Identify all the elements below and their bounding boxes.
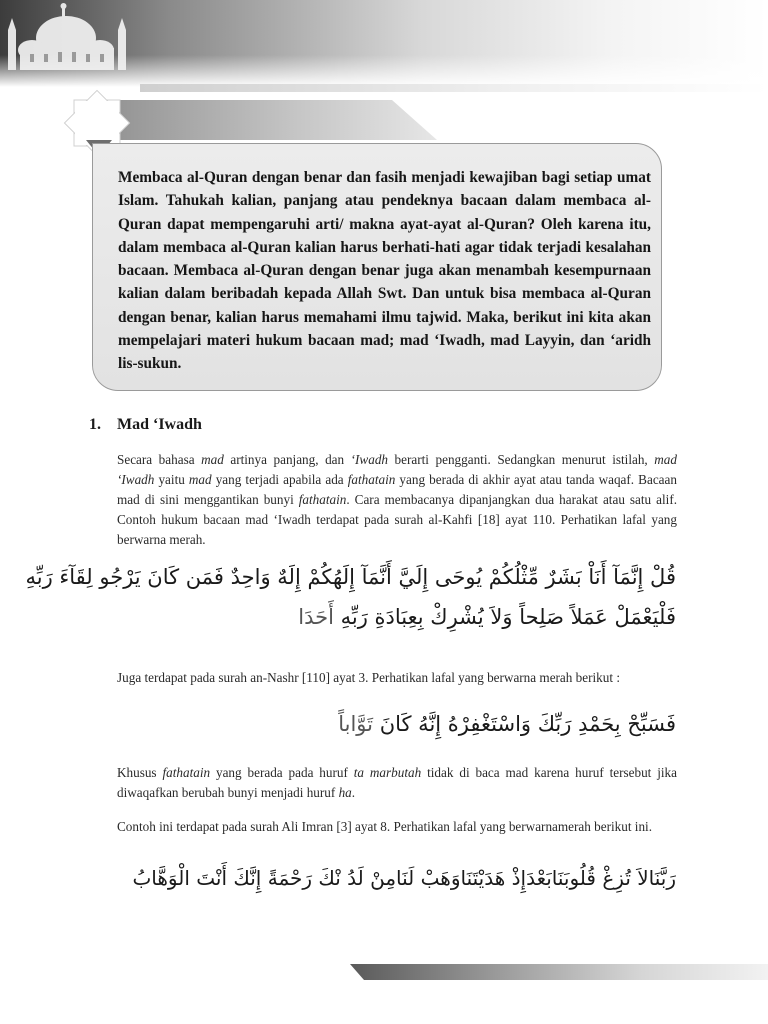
- text-run: berarti pengganti. Sedangkan menurut istilah,: [388, 452, 655, 467]
- tab-band: [92, 100, 437, 140]
- arabic-verse-an-nashr: [300, 712, 676, 736]
- arabic-verse-line-2: [110, 605, 676, 629]
- text-run: . Cara membacanya dipanjangkan dua harakat atau satu alif. Contoh hukum bacaan mad ‘Iwadh terdapat pada surah al-Kahfi [18] ayat 110. Perhatikan lafal yang berwarna merah.: [117, 492, 678, 547]
- text-run: Khusus: [117, 765, 163, 780]
- text-run: .: [351, 785, 356, 800]
- section-title: Mad ‘Iwadh: [117, 416, 202, 433]
- text-run: artinya panjang, dan: [223, 452, 351, 467]
- section-number: 1.: [89, 416, 101, 433]
- header-strip: [140, 84, 768, 92]
- text-run: yang berada pada huruf: [210, 765, 354, 780]
- paragraph-ta-marbutah: [117, 763, 677, 803]
- text-run: yang terjadi apabila ada: [211, 472, 348, 487]
- text-run: tidak di baca mad karena huruf tersebut jika diwaqafkan berubah bunyi menjadi huruf: [117, 765, 678, 800]
- italic-term: ‘Iwadh: [350, 452, 389, 467]
- italic-term: ta marbutah: [353, 765, 422, 780]
- italic-term: mad: [188, 472, 212, 487]
- arabic-verse-line-1: قُلْ إِنَّمَآ أَنَاْ بَشَرٌ مِّثْلُكُمْ يُوحَى إِلَيَّ أَنَّمَآ إِلَهُكُمْ إِلَهٌ وَاحِدٌ فَمَن كَانَ يَرْجُو لِقَآءَ رَبِّهِ: [25, 565, 676, 589]
- arabic-verse-ali-imran: رَبَّنَالاَ تُزِغْ قُلُوبَنَابَعْدَإِذْ هَدَيْتَنَاوَهَبْ لَنَامِنْ لَدُ نْكَ رَحْمَةً إِنَّكَ أَنْتَ الْوَهَّابُ: [132, 866, 676, 890]
- italic-term: fathatain: [162, 765, 211, 780]
- arabic-text: فَسَبِّحْ بِحَمْدِ رَبِّكَ وَاسْتَغْفِرْهُ إِنَّهُ كَانَ: [373, 712, 676, 736]
- paragraph-definition: [117, 450, 677, 550]
- arabic-text: فَلْيَعْمَلْ عَمَلاً صَلِحاً وَلاَ يُشْرِكْ بِعِبَادَةِ رَبِّهِ: [333, 605, 676, 629]
- italic-term: fathatain: [347, 472, 396, 487]
- italic-term: fathatain: [298, 492, 347, 507]
- mosque-silhouette-icon: [0, 0, 140, 88]
- text-run: Secara bahasa: [117, 452, 202, 467]
- text-run: yang berada di akhir ayat atau tanda waqaf. Bacaan mad di sini menggantikan bunyi: [117, 472, 677, 507]
- arabic-highlight: تَوَّاباً: [338, 712, 374, 736]
- paragraph-an-nashr: Juga terdapat pada surah an-Nashr [110] ayat 3. Perhatikan lafal yang berwarna merah berikut :: [117, 670, 620, 685]
- intro-text: Membaca al-Quran dengan benar dan fasih menjadi kewajiban bagi setiap umat Islam. Tahukah kalian, panjang atau pendeknya bacaan dalam membaca al-Quran dapat mempengaruhi arti/ makna ayat-ayat al-Quran? Oleh karena itu, dalam membaca al-Quran kalian harus berhati-hati agar tidak terjadi kesalahan bacaan. Membaca al-Quran dengan benar juga akan menambah kesempurnaan kalian dalam beribadah kepada Allah Swt. Dan untuk bisa membaca al-Quran dengan benar, kalian harus memahami ilmu tajwid. Maka, berikut ini kita akan mempelajari materi hukum bacaan mad; mad ‘Iwadh, mad Layyin, dan ‘aridh lis-sukun.: [118, 169, 651, 373]
- text-run: yaitu: [154, 472, 189, 487]
- paragraph-ali-imran: Contoh ini terdapat pada surah Ali Imran [3] ayat 8. Perhatikan lafal yang berwarnamerah berikut ini.: [117, 819, 653, 834]
- italic-term: ha: [338, 785, 352, 800]
- arabic-highlight: أَحَدَا: [298, 605, 334, 629]
- footer-bar: [350, 964, 768, 980]
- italic-term: mad ‘Iwadh: [117, 452, 677, 487]
- italic-term: mad: [201, 452, 224, 467]
